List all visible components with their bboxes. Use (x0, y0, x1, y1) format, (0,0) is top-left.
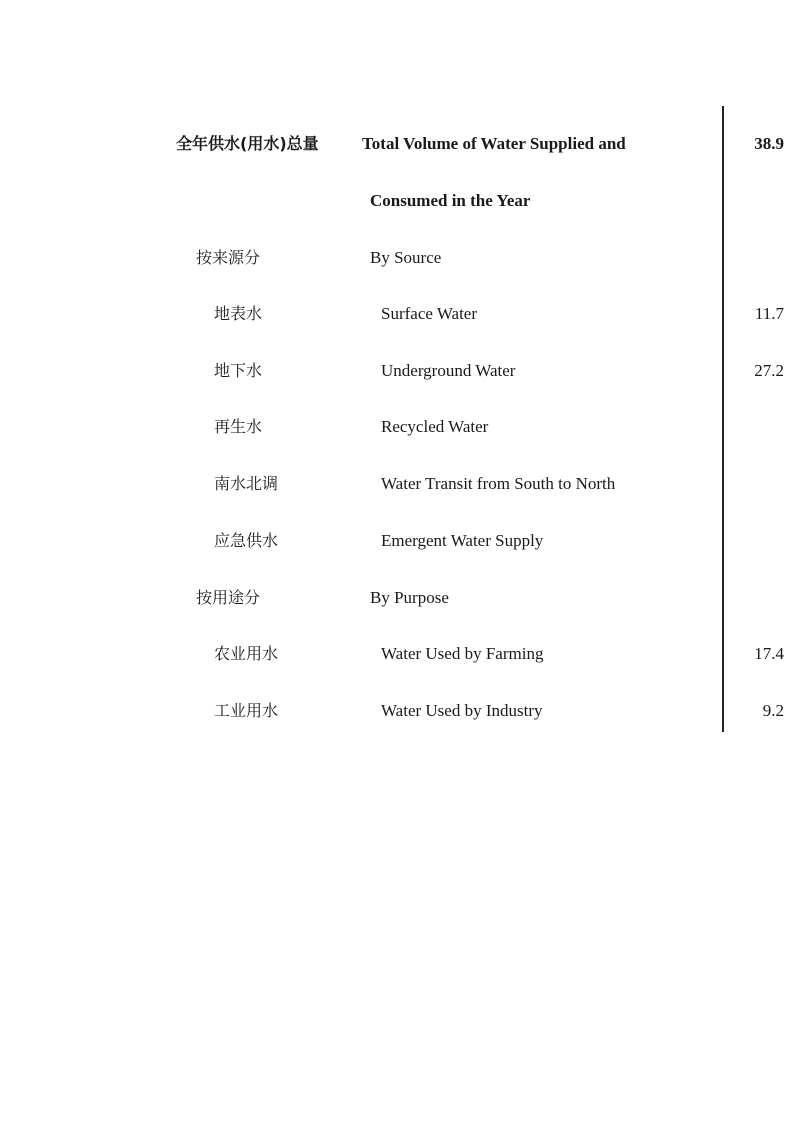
table-row-underground-water (0, 356, 794, 386)
table-row-farming (0, 639, 794, 669)
row-label-en: Consumed in the Year (370, 191, 531, 210)
row-label-en: Emergent Water Supply (381, 531, 544, 550)
table-row-emergent-supply (0, 526, 794, 556)
row-label-zh: 地下水 (214, 361, 263, 380)
row-label-zh: 农业用水 (214, 644, 279, 663)
row-label-zh: 按用途分 (196, 588, 261, 607)
row-label-en: Water Used by Farming (381, 644, 544, 663)
row-label-zh: 应急供水 (214, 531, 279, 550)
row-label-en: By Source (370, 248, 442, 267)
row-value: 27.2 (754, 361, 784, 380)
row-label-zh: 按来源分 (196, 248, 261, 267)
row-value: 38.9 (754, 134, 784, 153)
table-row-industry (0, 696, 794, 726)
row-label-zh: 工业用水 (214, 701, 279, 720)
row-label-en: Recycled Water (381, 417, 489, 436)
table-row-by-source (0, 243, 794, 273)
row-label-en: Water Transit from South to North (381, 474, 616, 493)
row-value: 17.4 (754, 644, 784, 663)
row-value: 9.2 (762, 701, 784, 720)
row-label-en: Underground Water (381, 361, 516, 380)
table-row-total (0, 129, 794, 159)
row-label-zh: 再生水 (214, 417, 263, 436)
table-row-surface-water (0, 299, 794, 329)
row-label-en: Surface Water (381, 304, 478, 323)
row-label-zh: 全年供水(用水)总量 (176, 134, 319, 153)
row-label-zh: 南水北调 (214, 474, 279, 493)
table-row-water-transit (0, 469, 794, 499)
table-row-recycled-water (0, 412, 794, 442)
row-label-en: Water Used by Industry (381, 701, 543, 720)
row-label-en: By Purpose (370, 588, 449, 607)
table-row-total-cont (0, 186, 794, 216)
row-label-zh: 地表水 (214, 304, 263, 323)
row-label-en: Total Volume of Water Supplied and (362, 134, 626, 153)
table-row-by-purpose (0, 583, 794, 613)
row-value: 11.7 (754, 304, 784, 323)
